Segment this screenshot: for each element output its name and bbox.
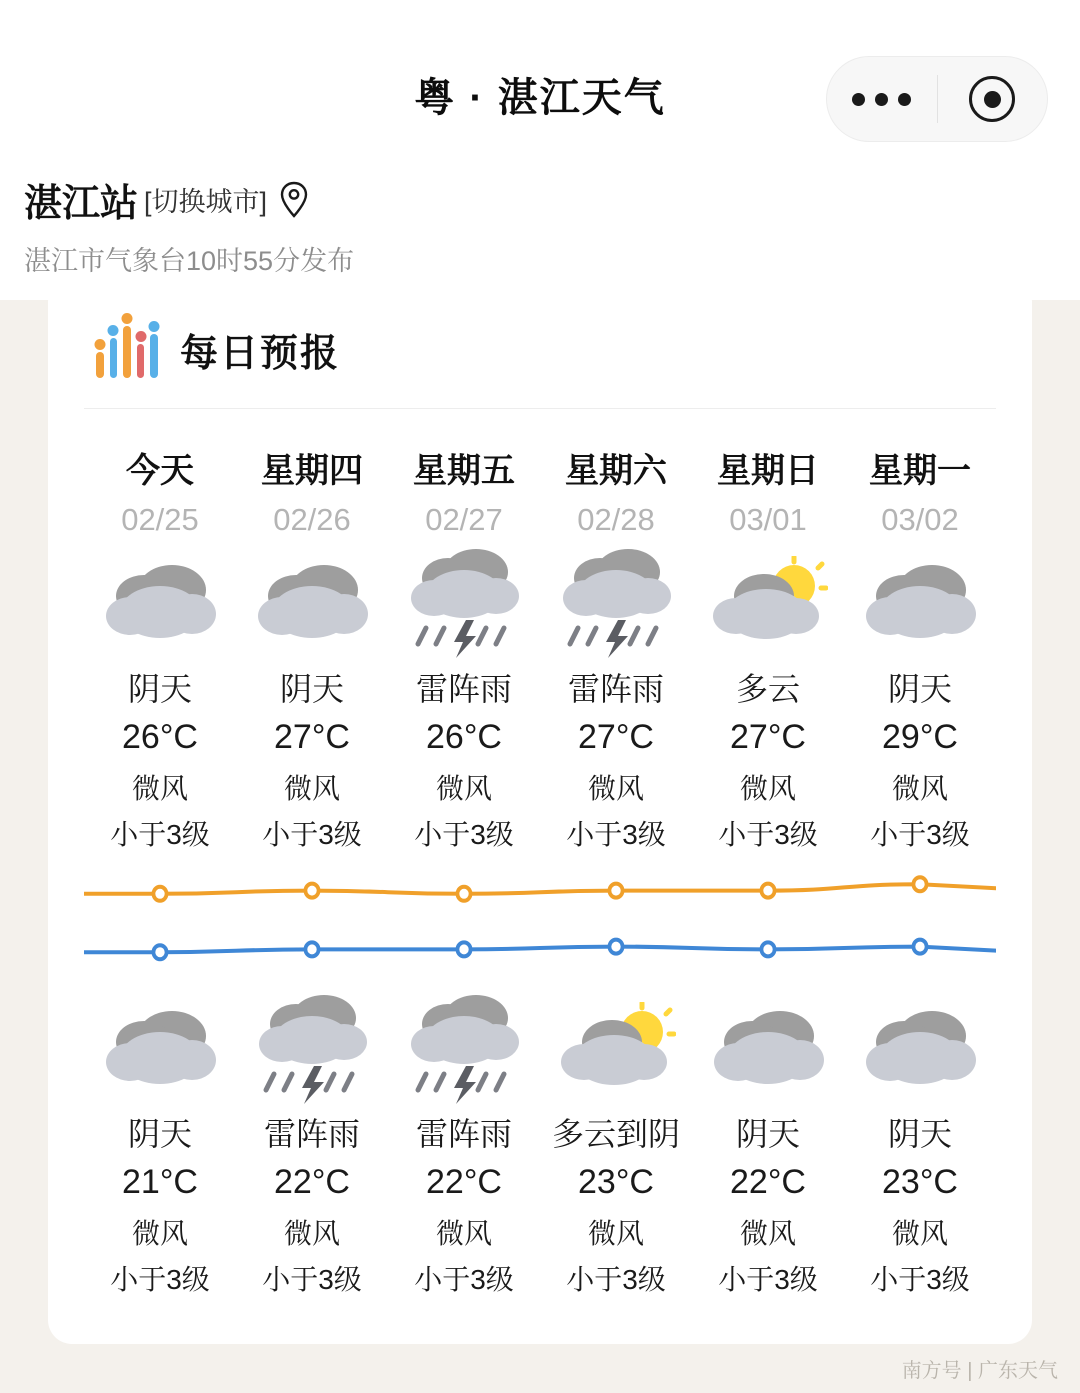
day-name: 星期日 — [717, 452, 819, 490]
partly-cloudy-icon — [692, 538, 844, 658]
day-temperature: 27°C — [578, 718, 654, 756]
cloudy-icon — [84, 979, 236, 1103]
day-name: 星期六 — [565, 452, 667, 490]
day-name: 今天 — [126, 452, 194, 490]
day-name: 星期五 — [413, 452, 515, 490]
night-wind: 微风 — [739, 1218, 796, 1249]
night-condition: 阴天 — [127, 1116, 192, 1152]
night-temperature: 22°C — [730, 1163, 806, 1201]
cloudy-icon — [84, 538, 236, 658]
forecast-day-column[interactable] — [844, 409, 996, 853]
day-wind-level: 小于3级 — [110, 819, 210, 850]
thunderstorm-icon — [540, 538, 692, 658]
forecast-night-column[interactable] — [236, 979, 388, 1298]
night-temperature: 22°C — [274, 1163, 350, 1201]
mini-program-capsule[interactable] — [826, 56, 1048, 142]
bar-chart-icon — [96, 320, 158, 378]
forecast-night-column[interactable] — [388, 979, 540, 1298]
night-wind-level: 小于3级 — [718, 1264, 818, 1295]
temperature-trend-chart — [84, 869, 996, 979]
night-condition: 阴天 — [735, 1116, 800, 1152]
night-wind-level: 小于3级 — [566, 1264, 666, 1295]
day-wind-level: 小于3级 — [718, 819, 818, 850]
day-condition: 雷阵雨 — [415, 671, 512, 707]
night-wind-level: 小于3级 — [110, 1264, 210, 1295]
switch-city-button[interactable]: [切换城市] — [144, 187, 268, 217]
day-wind-level: 小于3级 — [566, 819, 666, 850]
page-title: 粤 · 湛江天气 — [414, 76, 666, 120]
thunderstorm-icon — [388, 979, 540, 1103]
night-condition: 雷阵雨 — [263, 1116, 360, 1152]
watermark: 南方号 | 广东天气 — [901, 1360, 1058, 1382]
day-wind-level: 小于3级 — [414, 819, 514, 850]
day-wind: 微风 — [739, 773, 796, 804]
day-date: 02/25 — [121, 502, 199, 537]
thunderstorm-icon — [236, 979, 388, 1103]
forecast-day-column[interactable] — [540, 409, 692, 853]
night-wind: 微风 — [283, 1218, 340, 1249]
day-condition: 雷阵雨 — [567, 671, 664, 707]
day-date: 02/28 — [577, 502, 655, 537]
cloudy-icon — [844, 538, 996, 658]
day-wind: 微风 — [587, 773, 644, 804]
cloudy-icon — [692, 979, 844, 1103]
day-wind: 微风 — [283, 773, 340, 804]
day-condition: 阴天 — [279, 671, 344, 707]
day-condition: 阴天 — [887, 671, 952, 707]
day-name: 星期一 — [869, 452, 971, 490]
more-dots-icon[interactable] — [827, 93, 937, 106]
daily-forecast-card — [48, 278, 1032, 1344]
thunderstorm-icon — [388, 538, 540, 658]
day-wind-level: 小于3级 — [262, 819, 362, 850]
nighttime-forecast-grid — [84, 979, 996, 1298]
partly-cloudy-icon — [540, 979, 692, 1103]
day-temperature: 29°C — [882, 718, 958, 756]
card-header — [84, 320, 996, 378]
forecast-day-column[interactable] — [692, 409, 844, 853]
card-title: 每日预报 — [180, 332, 341, 375]
night-wind: 微风 — [587, 1218, 644, 1249]
night-condition: 阴天 — [887, 1116, 952, 1152]
night-wind: 微风 — [435, 1218, 492, 1249]
forecast-night-column[interactable] — [540, 979, 692, 1298]
cloudy-icon — [236, 538, 388, 658]
night-wind-level: 小于3级 — [262, 1264, 362, 1295]
day-temperature: 26°C — [426, 718, 502, 756]
night-temperature: 23°C — [882, 1163, 958, 1201]
day-date: 02/26 — [273, 502, 351, 537]
day-temperature: 26°C — [122, 718, 198, 756]
forecast-night-column[interactable] — [692, 979, 844, 1298]
night-condition: 多云到阴 — [551, 1116, 680, 1152]
station-block — [0, 168, 1080, 278]
day-temperature: 27°C — [274, 718, 350, 756]
night-temperature: 21°C — [122, 1163, 198, 1201]
day-condition: 阴天 — [127, 671, 192, 707]
night-temperature: 23°C — [578, 1163, 654, 1201]
forecast-day-column[interactable] — [236, 409, 388, 853]
day-wind: 微风 — [131, 773, 188, 804]
day-wind-level: 小于3级 — [870, 819, 970, 850]
location-pin-icon[interactable] — [279, 181, 309, 219]
cloudy-icon — [844, 979, 996, 1103]
day-wind: 微风 — [891, 773, 948, 804]
forecast-day-column[interactable] — [84, 409, 236, 853]
night-wind: 微风 — [891, 1218, 948, 1249]
night-wind: 微风 — [131, 1218, 188, 1249]
day-date: 03/01 — [729, 502, 807, 537]
target-icon[interactable] — [938, 76, 1048, 122]
day-condition: 多云 — [735, 671, 800, 707]
day-date: 02/27 — [425, 502, 503, 537]
daytime-forecast-grid — [84, 409, 996, 853]
day-temperature: 27°C — [730, 718, 806, 756]
station-name: 湛江站 — [24, 183, 139, 225]
day-name: 星期四 — [261, 452, 363, 490]
day-wind: 微风 — [435, 773, 492, 804]
top-bar — [0, 0, 1080, 168]
forecast-night-column[interactable] — [844, 979, 996, 1298]
publish-info: 湛江市气象台10时55分发布 — [24, 246, 355, 276]
day-date: 03/02 — [881, 502, 959, 537]
night-wind-level: 小于3级 — [414, 1264, 514, 1295]
night-condition: 雷阵雨 — [415, 1116, 512, 1152]
forecast-day-column[interactable] — [388, 409, 540, 853]
forecast-night-column[interactable] — [84, 979, 236, 1298]
night-wind-level: 小于3级 — [870, 1264, 970, 1295]
night-temperature: 22°C — [426, 1163, 502, 1201]
